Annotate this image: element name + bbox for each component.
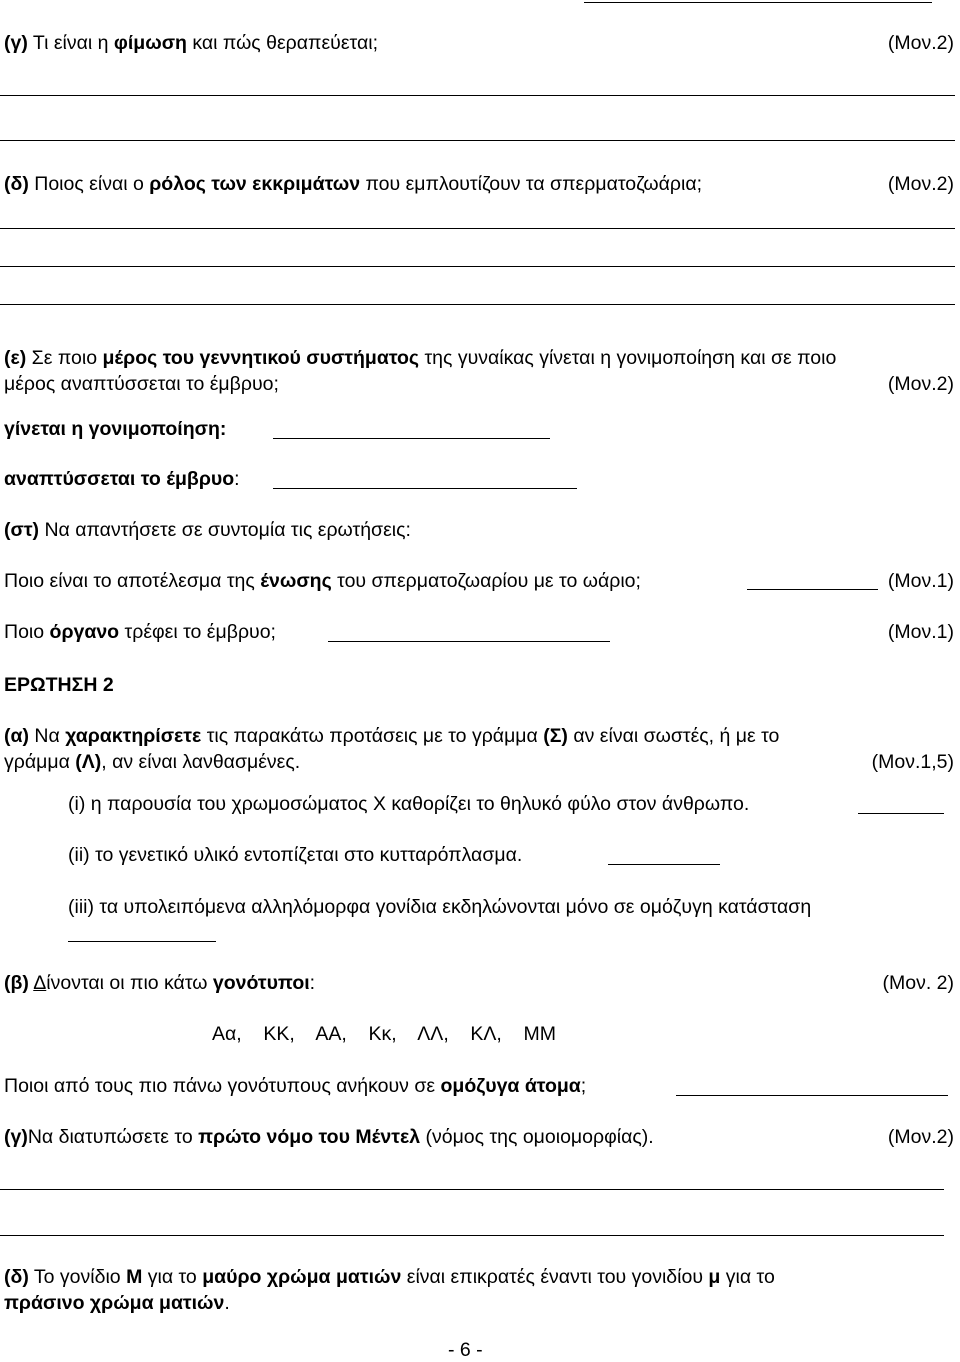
genotype-list: Αα, ΚΚ, ΑΑ, Κκ, ΛΛ, ΚΛ, ΜΜ bbox=[212, 1023, 557, 1045]
question-2a-line2: γράμμα (Λ), αν είναι λανθασμένες. bbox=[4, 751, 301, 773]
embryo-label: αναπτύσσεται το έμβρυο: bbox=[4, 468, 240, 490]
question-2g: (γ)Να διατυπώσετε το πρώτο νόμο του Μέντελ (νόμος της ομοιομορφίας). bbox=[4, 1126, 654, 1148]
answer-line[interactable] bbox=[273, 488, 577, 489]
question-st-1: Ποιο είναι το αποτέλεσμα της ένωσης του σπερματοζωαρίου με το ωάριο; bbox=[4, 570, 641, 592]
answer-line bbox=[0, 140, 955, 141]
marks: (Μον.1,5) bbox=[871, 751, 954, 773]
question-st-2: Ποιο όργανο τρέφει το έμβρυο; bbox=[4, 621, 276, 643]
question-st: (στ) Να απαντήσετε σε συντομία τις ερωτήσεις: bbox=[4, 519, 411, 541]
answer-line[interactable] bbox=[68, 941, 216, 942]
question-d: (δ) Ποιος είναι ο ρόλος των εκκριμάτων που εμπλουτίζουν τα σπερματοζωάρια; bbox=[4, 173, 703, 195]
statement-ii: (ii) το γενετικό υλικό εντοπίζεται στο κυτταρόπλασμα. bbox=[68, 844, 523, 866]
marks: (Μον.2) bbox=[887, 173, 954, 195]
question-2b: (β) Δίνονται οι πιο κάτω γονότυποι: bbox=[4, 972, 316, 994]
fertilization-label: γίνεται η γονιμοποίηση: bbox=[4, 418, 227, 440]
question-2d: (δ) Το γονίδιο Μ για το μαύρο χρώμα ματιών είναι επικρατές έναντι του γονιδίου μ για το bbox=[4, 1266, 775, 1288]
answer-line bbox=[0, 95, 955, 96]
answer-line[interactable] bbox=[676, 1095, 948, 1096]
section-heading: ΕΡΩΤΗΣΗ 2 bbox=[4, 674, 114, 696]
answer-line[interactable] bbox=[747, 589, 878, 590]
answer-line[interactable] bbox=[273, 438, 550, 439]
answer-line[interactable] bbox=[0, 1235, 944, 1236]
answer-line[interactable] bbox=[858, 813, 944, 814]
marks: (Μον.1) bbox=[887, 570, 954, 592]
question-g: (γ) Τι είναι η φίμωση και πώς θεραπεύεται; bbox=[4, 32, 378, 54]
answer-line bbox=[0, 266, 955, 267]
question-2a: (α) Να χαρακτηρίσετε τις παρακάτω προτάσεις με το γράμμα (Σ) αν είναι σωστές, ή με το bbox=[4, 725, 780, 747]
marks: (Μον.2) bbox=[887, 32, 954, 54]
answer-line bbox=[0, 304, 955, 305]
answer-line[interactable] bbox=[0, 1189, 944, 1190]
marks: (Μον.2) bbox=[887, 1126, 954, 1148]
question-e-line2: μέρος αναπτύσσεται το έμβρυο; bbox=[4, 373, 279, 395]
answer-line[interactable] bbox=[608, 864, 720, 865]
answer-line[interactable] bbox=[328, 641, 610, 642]
answer-line bbox=[584, 2, 932, 3]
marks: (Μον. 2) bbox=[882, 972, 954, 994]
question-2d-line2: πράσινο χρώμα ματιών. bbox=[4, 1292, 230, 1314]
marks: (Μον.1) bbox=[887, 621, 954, 643]
statement-iii: (iii) τα υπολειπόμενα αλληλόμορφα γονίδια εκδηλώνονται μόνο σε ομόζυγη κατάσταση bbox=[68, 896, 812, 918]
marks: (Μον.2) bbox=[887, 373, 954, 395]
question-2b-homozygous: Ποιοι από τους πιο πάνω γονότυπους ανήκουν σε ομόζυγα άτομα; bbox=[4, 1075, 587, 1097]
page-number: - 6 - bbox=[448, 1339, 483, 1361]
answer-line bbox=[0, 228, 955, 229]
statement-i: (i) η παρουσία του χρωμοσώματος Χ καθορίζει το θηλυκό φύλο στον άνθρωπο. bbox=[68, 793, 750, 815]
question-e: (ε) Σε ποιο μέρος του γεννητικού συστήματος της γυναίκας γίνεται η γονιμοποίηση και σε ποιο bbox=[4, 347, 837, 369]
